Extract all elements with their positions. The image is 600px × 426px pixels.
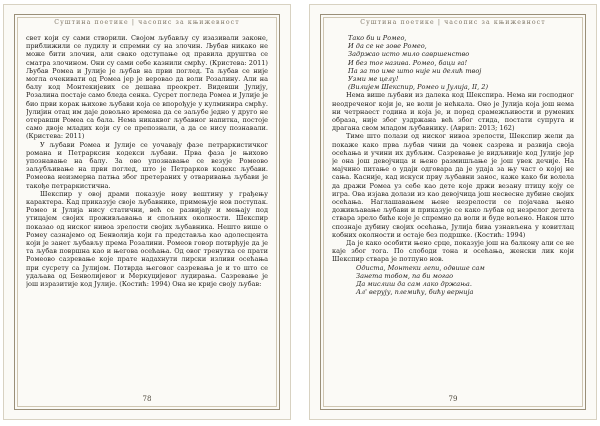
page-body [332, 34, 574, 402]
verse-line: Да мислиш да сам лако држања. [356, 280, 472, 289]
verse-line: Па за то име што није ни делић твој [348, 66, 482, 75]
verse-line: Занета тобом, па би могао [356, 271, 454, 280]
paragraph: У љубави Ромеа и Јулије се уочавају фазе петраркистичког романа и Петрарксин кодекси љубави. Прва фаза је њихово упознавање на балу. За ово упознавање се везује Ромеово заљубљивање на први поглед, што је Петрарков кодекс љубави. Ромеова неизмерна патња због претераних у отваривања љубави је такође петраркистична. [26, 140, 268, 190]
verse-citation: (Вилијем Шекспир, Ромео и Јулија, II, 2) [348, 83, 489, 92]
paragraph: Шекспир у овој драми показује нову вештину у грађењу карактера. Кад приказује своје љубавнике, примењује нов поступак. Ромео и Јулија нису статични, већ се развијају и мењају под утицајем својих проживљавања и спољних околности. Шекспир показао од ниског нивоа зрелости својих љубавника. Нешто више о Ромеу сазнајемо од Бенволија који га представља као адолесцента који је занет љубављу према Розалини. Ромеов говор потврђује да је та љубав површна као и његова осећања. Од овог тренутка се прати Ромеово сазревање које прате надахнути лирски изливи осећања при сусрету са Јулијом. Потврда његовог сазревања је и то што се удаљава од Бенволијевог и Меркуцијевог лудирања. Сазревање је још изразитије код Јулије. (Костић: 1994) Она не крије своју љубав: [26, 189, 268, 289]
running-head: Суштина поетике | часопис за књижевност [54, 19, 240, 26]
verse-line: И без тог назива. Ромео, баци га! [348, 58, 468, 67]
right-page [309, 4, 597, 420]
paragraph: свет који су сами створили. Својом љубављу су изазивали законе, приближили се лудилу и спремни су на злочин. Љубав никако не може бити злочин, али свако одступање од правила друштва се сматра злочином. Они су сами себе казнили смрћу. (Кристева: 2011) Љубав Ромеа и Јулије је љубав на први поглед. Та љубав се није могла очекивати од Ромеа јер је веровао да воли Розалину. Али на балу код Монтекијевих се дешава преокрет. Видевши Јулију, Розалина постаје само бледа сенка. Сусрет погледа Ромеа и Јулије је био први корак њихове љубави која се впорођује у кулминира смрћу. Јулијин отац им даје довољно времена да се заљубе једно у друго не отеравши Ромеа са бала. Нема никаквог љубавног напитка, постоје само двоје младих који су се препознали, а да се нису познавали. (Кристева: 2011) [26, 34, 268, 141]
page-frame [320, 14, 586, 410]
running-head: Суштина поетике | часопис за књижевност [360, 19, 546, 26]
verse-line: Тако би и Ромео, [348, 34, 407, 42]
page-frame [14, 14, 280, 410]
verse-line: Ал' верују, племићу, бићу верниja [356, 288, 474, 297]
verse-line: Задржао исто мило савршенство [348, 50, 470, 59]
page-number: 78 [142, 395, 152, 403]
paragraph: Нема више љубави из далека код Шекспира. Нема ни господног неодреченог који је, не воли је нећкала. Оно је Јулија која још нема ни четрнаест година и која је, и поред срамежљивости и румених образа, није због уздржана већ због стида, постати супруга и драгана свом младом љубавнику. (Аврил: 2013; 162) [332, 91, 574, 133]
paragraph: Да је како особити њено срце, показује још на балкону али се не каје због тога. По слободи тона и осећања, женски лик који Шекспир ствара је потпуно нов. [332, 239, 574, 264]
page-body [26, 34, 268, 402]
left-page [3, 4, 291, 420]
verse-line: Узми ме целу! [348, 75, 399, 84]
verse-line: Одиста, Монтеки лепи, одвише сам [356, 263, 485, 272]
page-number: 79 [448, 395, 458, 403]
paragraph: Тиме што полази од ниског нивоа зрелости, Шекспир жели да покаже како прва љубав чини да човек сазрева и развија своја осећања и учини их дубљим. Сазревање је видљивије код Јулије јер је она још девојчица и њено размишљање је још увек дечије. На мајчино питање о удаји одговара да је удаја за њу част о којој не сања. Касније, кад искуси прву љубавни занос, каже како би волела да дражи Ромеа уз себе као дете које држи везану птицу коју се игра. Ова изјава долази из као девојчица још несвесне дубине својих осећања. Наглашавањем њене незрелости се појачава њено доживљавање љубави и приказује се како љубав од незрелог детета ствара зрело биће које је спремно да воли и буде вољено. Након што спознаје дубину својих осећања, Јулија бива узнављена у ковитлац кобних околности и остаје без подршке. (Костић: 1994) [332, 132, 574, 239]
verse-line: И да се не зове Ромео, [348, 42, 427, 51]
